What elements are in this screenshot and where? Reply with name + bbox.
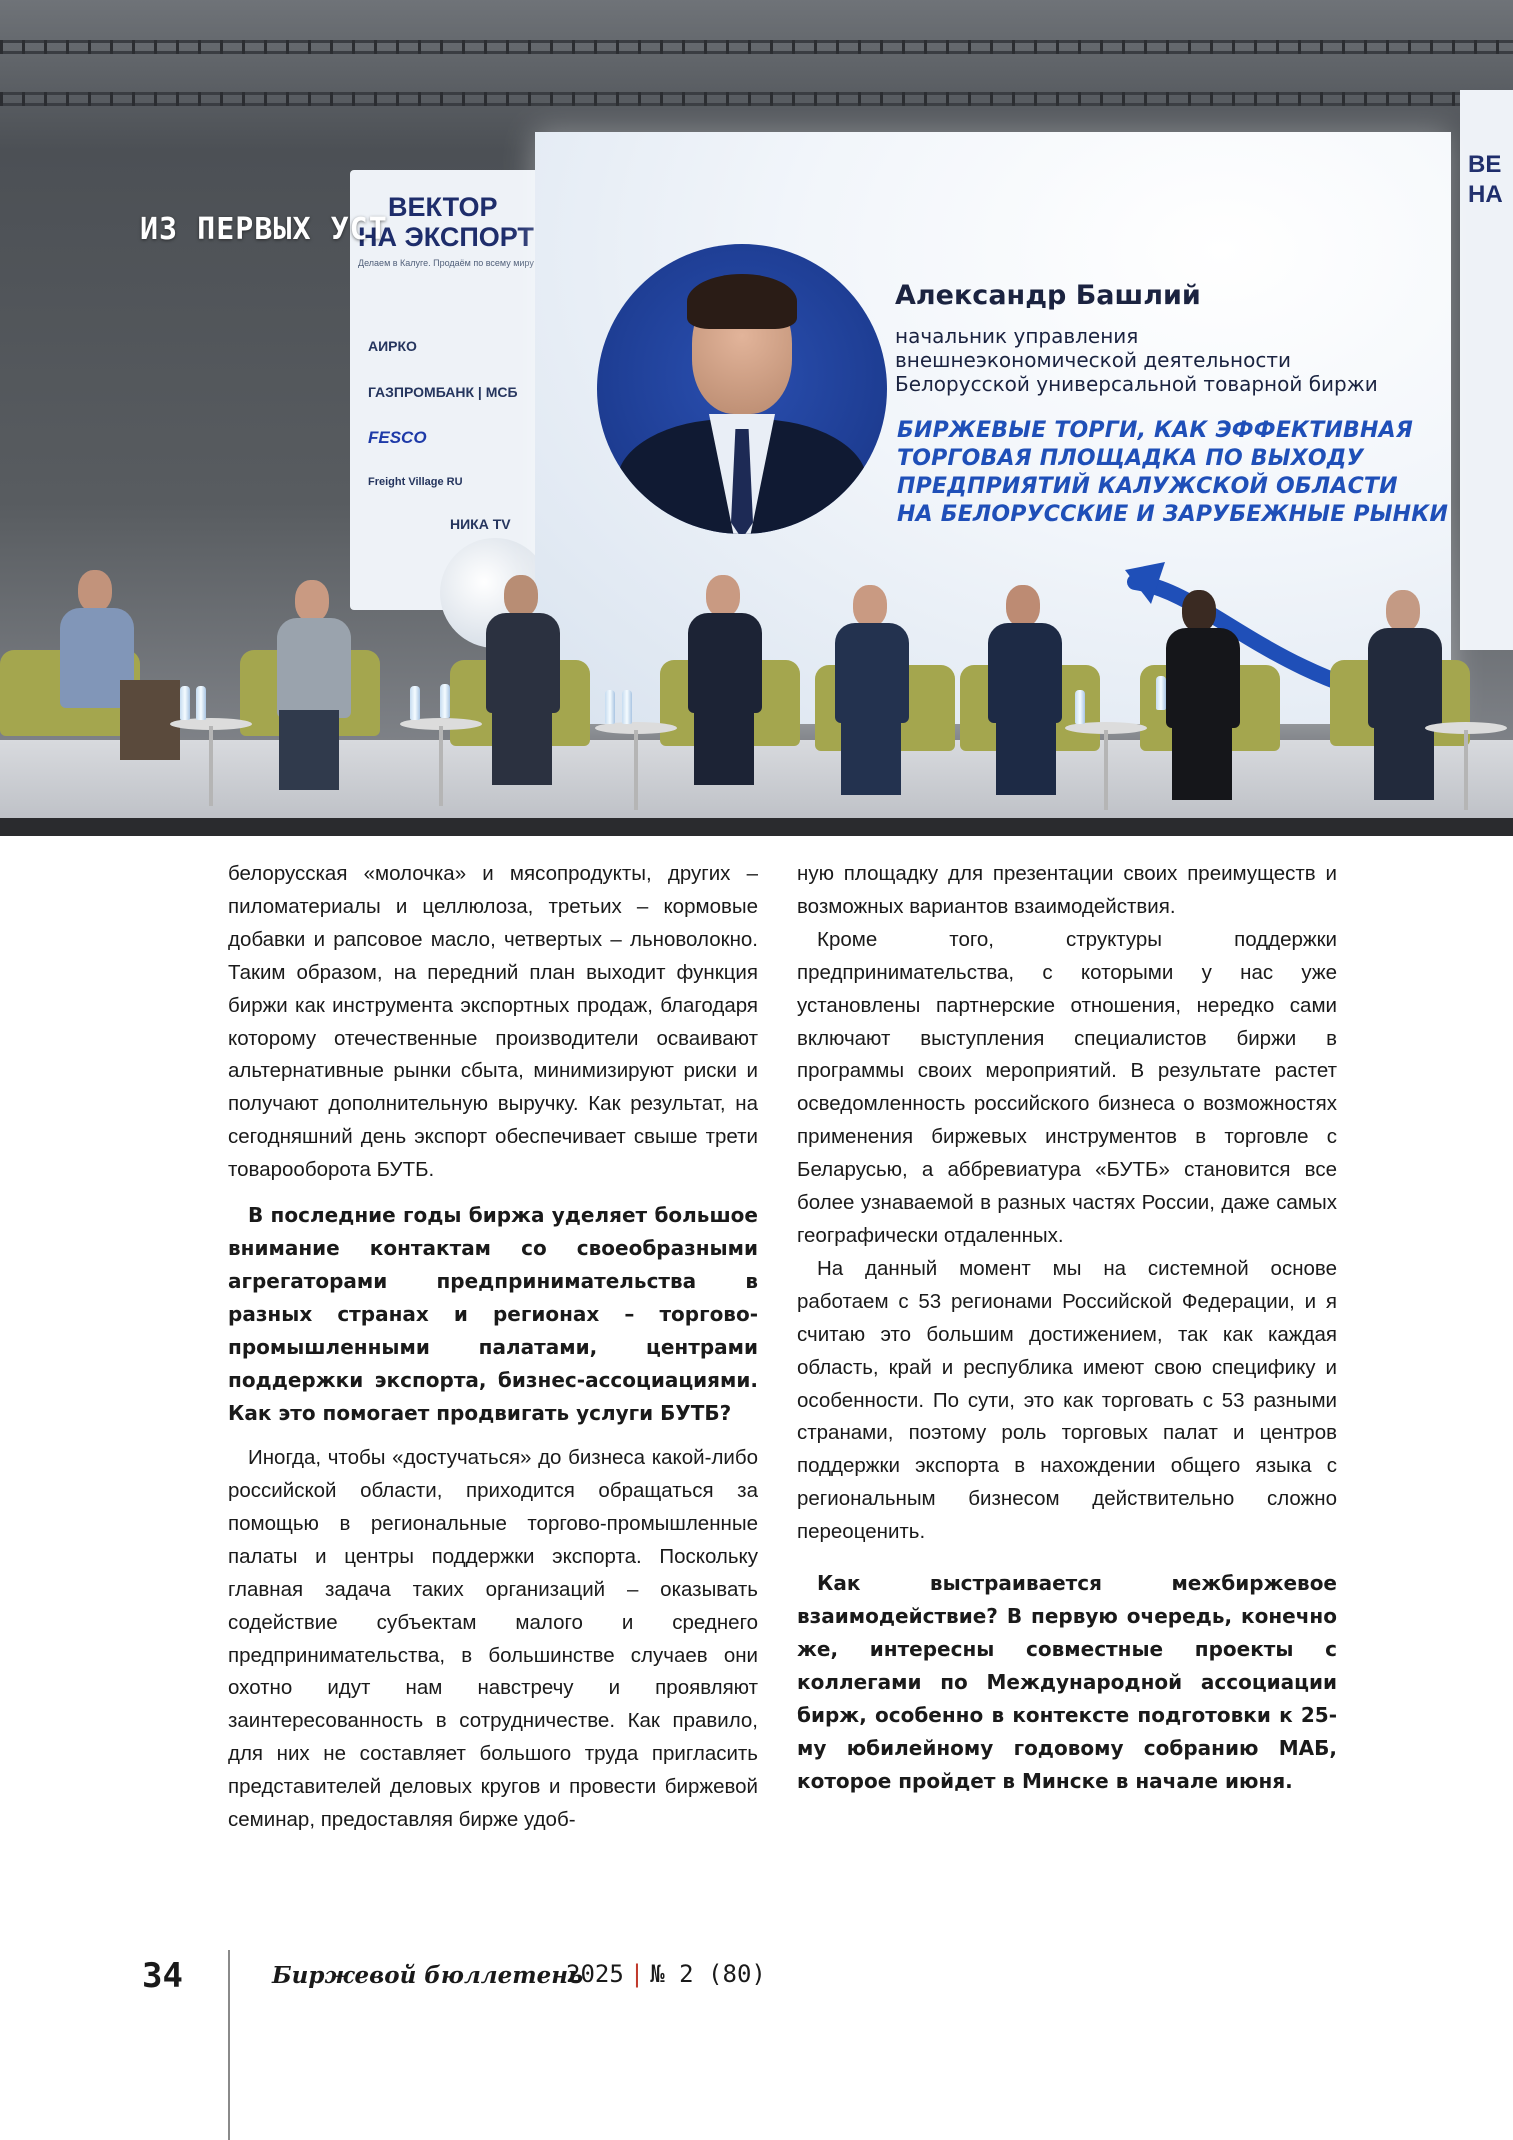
water-bottle	[1075, 690, 1085, 724]
speaker-role-line: начальник управления	[895, 324, 1139, 348]
issue-info	[566, 1960, 766, 1988]
sponsor-logo: АИРКО	[368, 338, 417, 354]
article-column-right	[797, 858, 1337, 1810]
talk-title-line: НА БЕЛОРУССКИЕ И ЗАРУБЕЖНЫЕ РЫНКИ	[897, 502, 1449, 527]
water-bottle	[622, 690, 632, 724]
footer-divider	[228, 1950, 230, 2140]
speaker-role-line: Белорусской универсальной товарной биржи	[895, 372, 1378, 396]
issue-year: 2025	[566, 1960, 624, 1988]
article-paragraph: Иногда, чтобы «достучаться» до бизнеса какой-либо российской области, приходится обращаться за помощью в региональные торгово-промышленные палаты и центры поддержки экспорта. Поскольку главная задача таких организаций – оказывать содействие субъектам малого и среднего предпринимательства, в большинстве случаев они охотно идут нам навстречу и проявляют заинтересованность в сотрудничестве. Как правило, для них не составляет большого труда пригласить представителей деловых кругов и провести биржевой семинар, предоставляя бирже удоб-	[228, 1446, 758, 1832]
sponsor-logo: Freight Village RU	[368, 476, 463, 488]
stage-truss	[0, 40, 1513, 54]
water-bottle	[180, 686, 190, 720]
article-paragraph: Кроме того, структуры поддержки предпринимательства, с которыми у нас уже установлены партнерские отношения, нередко сами включают выступления специалистов биржи в программы своих мероприятий. В результате растет осведомленность российского бизнеса о возможностях применения биржевых инструментов в торговле с Беларусью, а аббревиатура «БУТБ» становится все более узнаваемой в разных частях России, даже самых географически отдаленных.	[797, 927, 1337, 1247]
talk-title-line: ТОРГОВАЯ ПЛОЩАДКА ПО ВЫХОДУ	[897, 446, 1364, 471]
water-bottle	[605, 690, 615, 724]
sponsor-logo: НИКА TV	[450, 516, 511, 532]
speaker-name: Александр Башлий	[895, 280, 1201, 311]
speaker-role-line: внешнеэкономической деятельности	[895, 348, 1291, 372]
conference-photo	[0, 0, 1513, 836]
magazine-title: Биржевой бюллетень	[272, 1962, 584, 1989]
sponsor-logo: FESCO	[368, 428, 427, 447]
talk-title-line: ПРЕДПРИЯТИЙ КАЛУЖСКОЙ ОБЛАСТИ	[897, 474, 1398, 499]
water-bottle	[196, 686, 206, 720]
speaker-portrait	[597, 244, 887, 534]
interview-question: Как выстраивается межбиржевое взаимодействие? В первую очередь, конечно же, интересны совместные проекты с коллегами по Международной ассоциации бирж, особенно в контексте подготовки к 25-му юбилейному годовому собранию МАБ, которое пройдет в Минске в начале июня.	[797, 1571, 1337, 1794]
water-bottle	[440, 684, 450, 718]
banner-title: ВЕКТОР	[388, 192, 498, 222]
article-column-left	[228, 858, 758, 1837]
water-bottle	[410, 686, 420, 720]
issue-separator: |	[629, 1960, 645, 1988]
sponsor-logo: ГАЗПРОМБАНК | МСБ	[368, 384, 518, 400]
banner-right-text: ВЕ НА	[1468, 151, 1503, 208]
event-banner-right	[1460, 90, 1513, 650]
article-paragraph: ную площадку для презентации своих преимуществ и возможных вариантов взаимодействия.	[797, 862, 1337, 918]
article-paragraph: белорусская «молочка» и мясопродукты, других – пиломатериалы и целлюлоза, третьих – кормовые добавки и рапсовое масло, четвертых – льноволокно. Таким образом, на передний план выходит функция биржи как инструмента экспортных продаж, благодаря которому отечественные производители осваивают альтернативные рынки сбыта, минимизируют риски и получают дополнительную выручку. Как результат, на сегодняшний день экспорт обеспечивает свыше трети товарооборота БУТБ.	[228, 862, 758, 1182]
article-paragraph: На данный момент мы на системной основе работаем с 53 регионами Российской Федерации, и я считаю это большим достижением, так как каждая область, край и республика имеют свою специфику и особенности. По сути, это как торговать с 53 разными странами, поэтому роль торговых палат и центров поддержки экспорта в нахождении общего языка с региональным бизнесом действительно сложно переоценить.	[797, 1256, 1337, 1544]
stage-truss	[0, 92, 1513, 106]
stage-edge	[0, 818, 1513, 836]
interview-question: В последние годы биржа уделяет большое внимание контактам со своеобразными агрегаторами предпринимательства в разных странах и регионах – торгово-промышленными палатами, центрами поддержки экспорта, бизнес-ассоциациями. Как это помогает продвигать услуги БУТБ?	[228, 1203, 758, 1426]
issue-number: № 2 (80)	[650, 1960, 766, 1988]
talk-title-line: БИРЖЕВЫЕ ТОРГИ, КАК ЭФФЕКТИВНАЯ	[897, 418, 1414, 443]
banner-title: НА ЭКСПОРТ	[358, 222, 534, 252]
page-number: 34	[142, 1956, 183, 1996]
section-label: ИЗ ПЕРВЫХ УСТ	[140, 212, 388, 247]
water-bottle	[1156, 676, 1166, 710]
banner-tagline: Делаем в Калуге. Продаём по всему миру	[358, 258, 534, 268]
